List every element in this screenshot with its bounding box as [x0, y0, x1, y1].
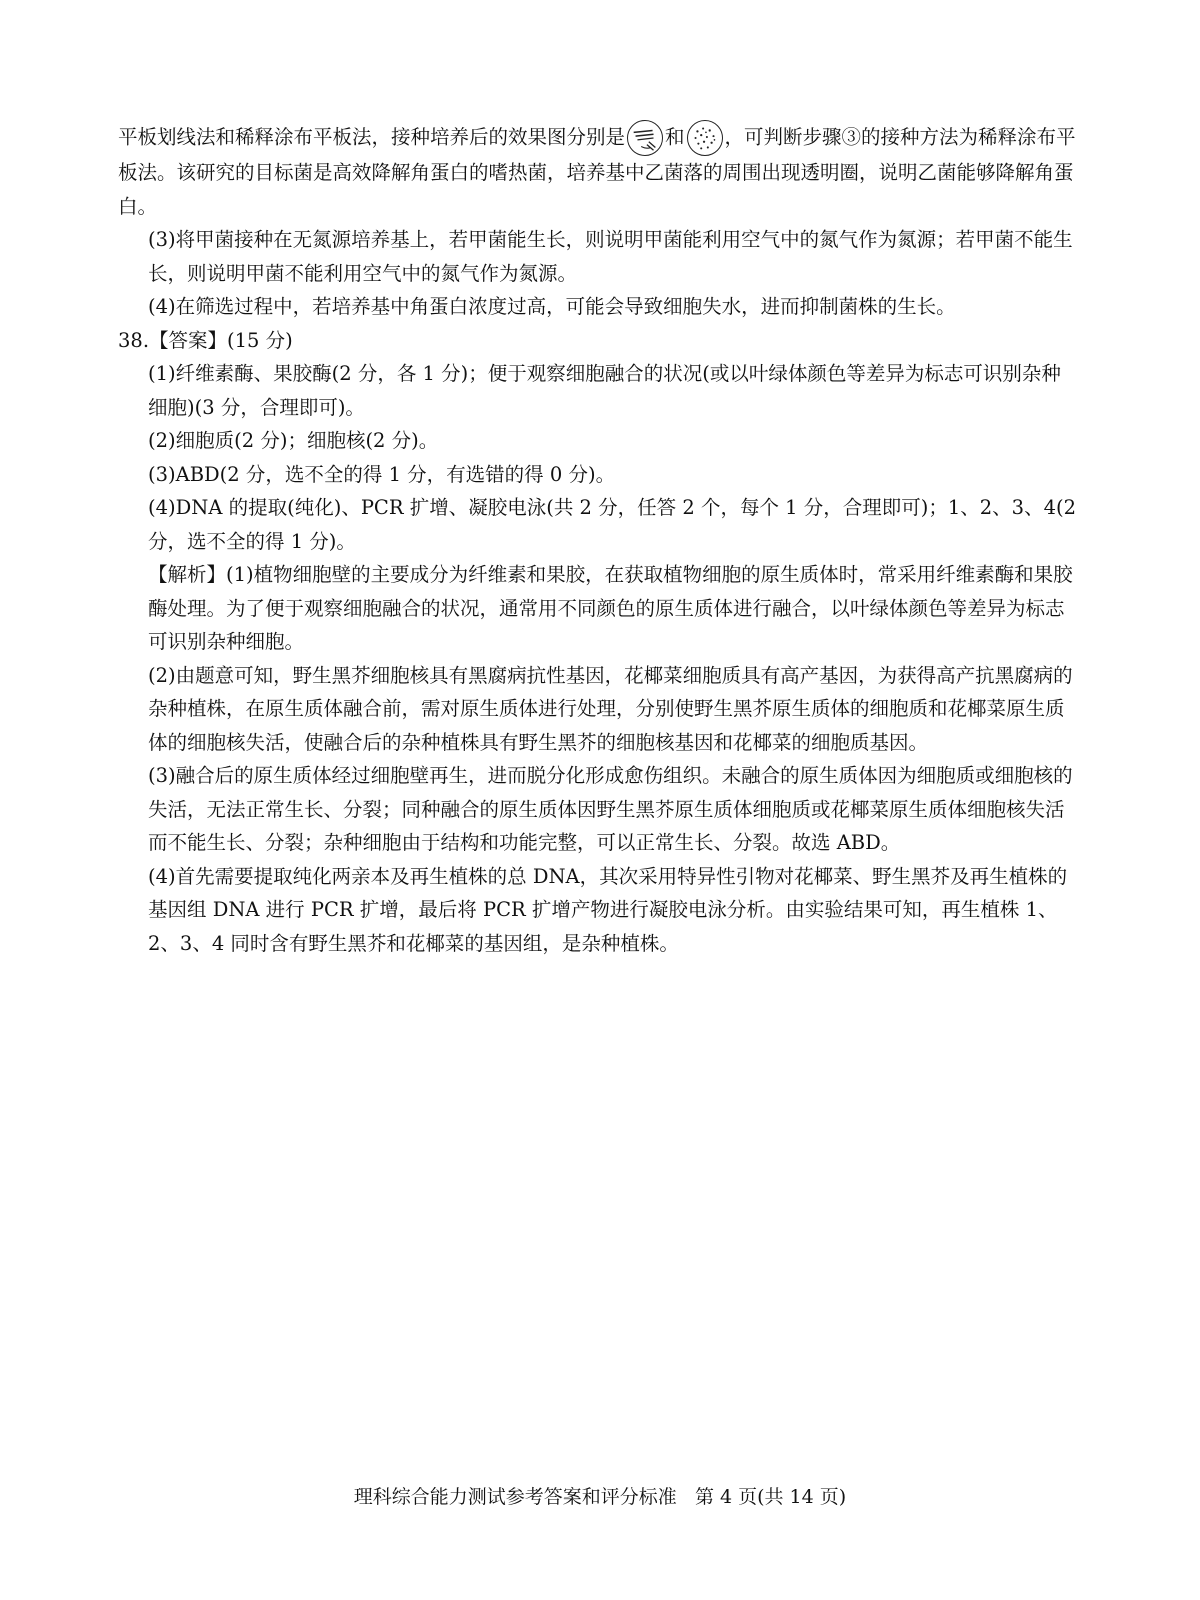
- paragraph-q3: (3)将甲菌接种在无氮源培养基上，若甲菌能生长，则说明甲菌能利用空气中的氮气作为氮源；若甲菌不能生长，则说明甲菌不能利用空气中的氮气作为氮源。: [148, 228, 1073, 285]
- text-line1-after: ，可判断步骤③的接种方法为稀: [724, 125, 998, 149]
- explanation-1: 【解析】(1)植物细胞壁的主要成分为纤维素和果胶，在获取植物细胞的原生质体时，常采用纤维素酶和果胶酶处理。为了便于观察细胞融合的状况，通常用不同颜色的原生质体进行融合，以叶绿体颜色等差异为标志可识别杂种细胞。: [148, 563, 1073, 653]
- answer-2: (2)细胞质(2 分)；细胞核(2 分)。: [148, 429, 439, 452]
- text-line1-mid: 和: [665, 125, 685, 149]
- explanation-2: (2)由题意可知，野生黑芥细胞核具有黑腐病抗性基因，花椰菜细胞质具有高产基因，为获得高产抗黑腐病的杂种植株，在原生质体融合前，需对原生质体进行处理，分别使野生黑芥原生质体的细胞质和花椰菜原生质体的细胞核失活，使融合后的杂种植株具有野生黑芥的细胞核基因和花椰菜的细胞质基因。: [148, 663, 1073, 754]
- spread-plate-icon: [687, 120, 723, 156]
- text-line1-before: 平板划线法和稀释涂布平板法，接种培养后的效果图分别是: [118, 125, 626, 149]
- text-p1-rest: 释涂布平板法。该研究的目标菌是高效降解角蛋白的嗜热菌，培养基中乙菌落的周围出现透明圈，说明乙菌能够降解角蛋白。: [118, 125, 1076, 218]
- footer-title: 理科综合能力测试参考答案和评分标准: [353, 1486, 677, 1508]
- paragraph-plating-methods: [118, 120, 1078, 223]
- answer-body: [118, 120, 1078, 960]
- footer-page-number: 第 4 页(共 14 页): [694, 1486, 847, 1508]
- explanation-4: (4)首先需要提取纯化两亲本及再生植株的总 DNA，其次采用特异性引物对花椰菜、野生黑芥及再生植株的基因组 DNA 进行 PCR 扩增，最后将 PCR 扩增产物进行凝胶电泳分析。由实验结果可知，再生植株 1、2、3、4 同时含有野生黑芥和花椰菜的基因组，是杂种植株。: [148, 864, 1068, 955]
- answer-4: (4)DNA 的提取(纯化)、PCR 扩增、凝胶电泳(共 2 分，任答 2 个，每个 1 分，合理即可)；1、2、3、4(2 分，选不全的得 1 分)。: [148, 496, 1077, 553]
- explanation-3: (3)融合后的原生质体经过细胞壁再生，进而脱分化形成愈伤组织。未融合的原生质体因为细胞质或细胞核的失活，无法正常生长、分裂；同种融合的原生质体因野生黑芥原生质体细胞质或花椰菜原生质体细胞核失活而不能生长、分裂；杂种细胞由于结构和功能完整，可以正常生长、分裂。故选 ABD。: [148, 764, 1073, 854]
- answer-1: (1)纤维素酶、果胶酶(2 分，各 1 分)；便于观察细胞融合的状况(或以叶绿体颜色等差异为标志可识别杂种细胞)(3 分，合理即可)。: [148, 362, 1061, 419]
- streak-plate-icon: [627, 120, 663, 156]
- answer-3: (3)ABD(2 分，选不全的得 1 分，有选错的得 0 分)。: [148, 462, 616, 486]
- paragraph-q4: (4)在筛选过程中，若培养基中角蛋白浓度过高，可能会导致细胞失水，进而抑制菌株的生长。: [148, 295, 956, 318]
- page-footer: [0, 1482, 1200, 1509]
- question-38-heading: 38.【答案】(15 分): [118, 328, 293, 352]
